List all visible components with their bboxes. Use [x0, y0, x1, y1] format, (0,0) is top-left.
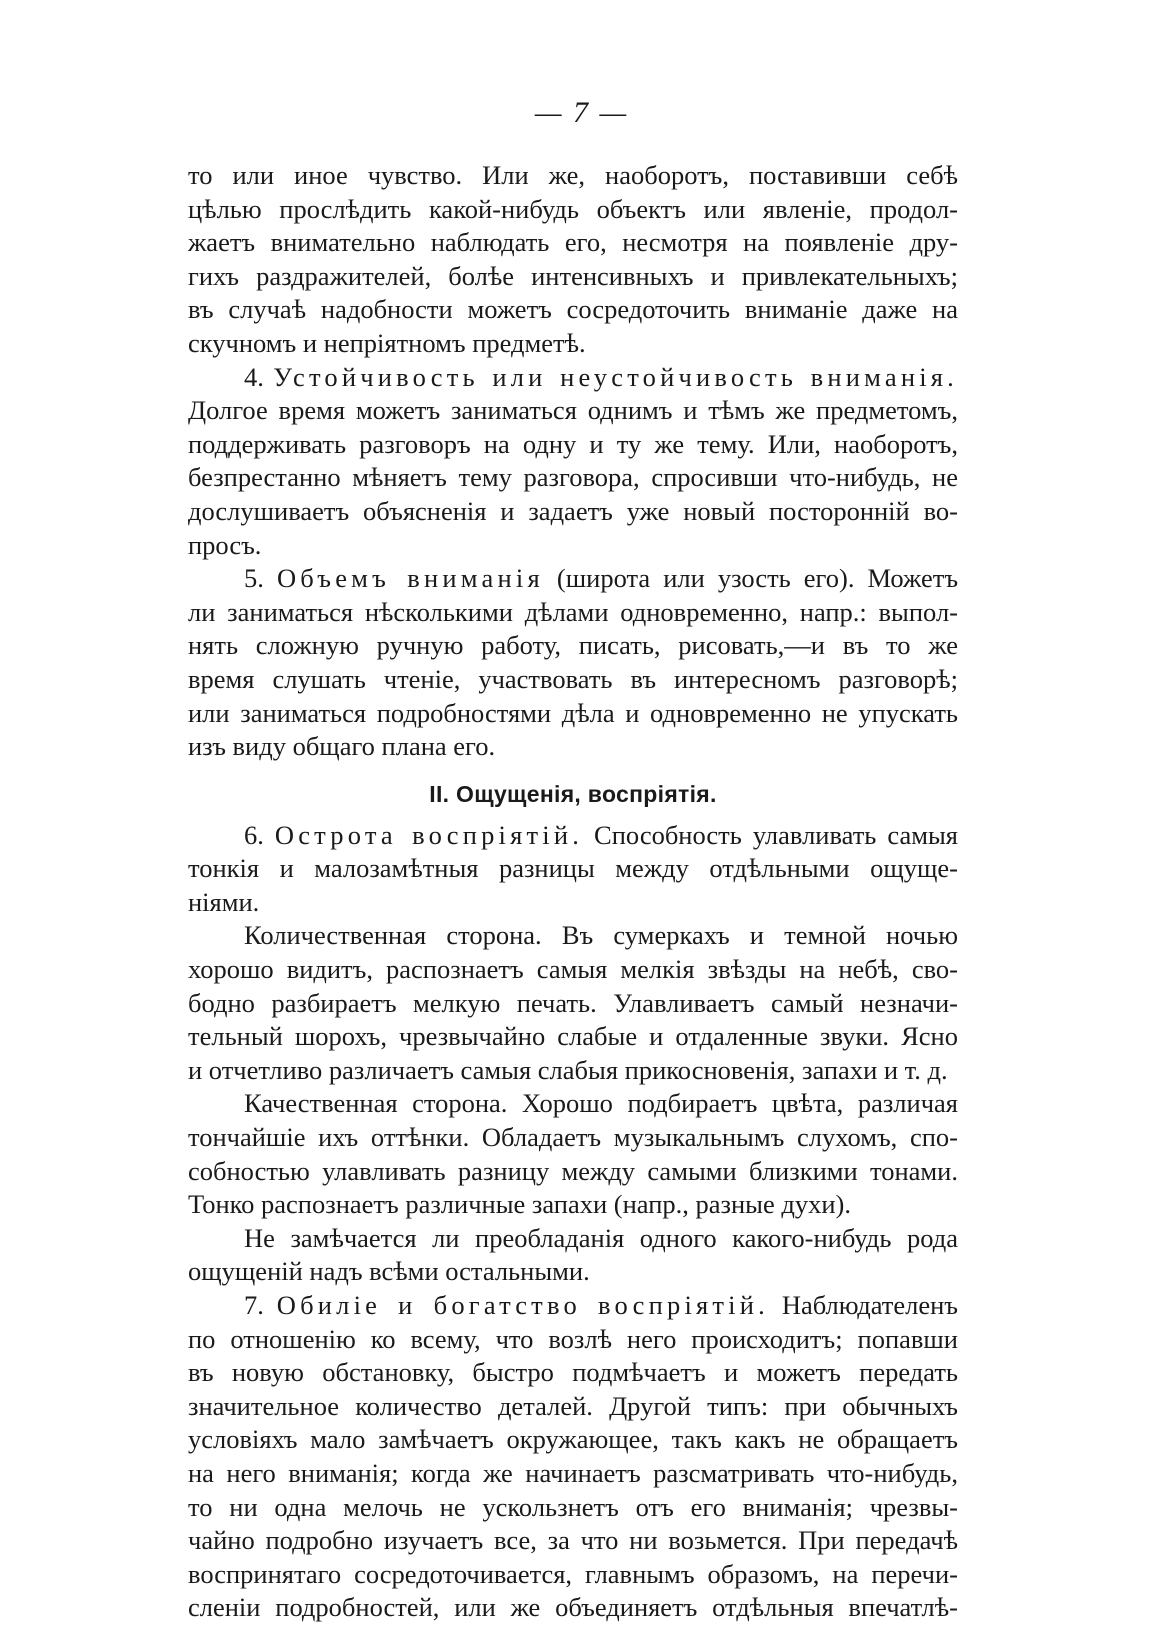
text-line: сленіи подробностей, или же объединяетъ отдѣльныя впечатлѣ- — [188, 1592, 958, 1623]
text-line: чайно подробно изучаетъ все, за что ни возьмется. При передачѣ — [188, 1525, 958, 1556]
text-line: безпрестанно мѣняетъ тему разговора, спросивши что-нибудь, не — [188, 462, 958, 493]
item-term: Острота воспріятій. — [274, 819, 584, 850]
text-line: тельный шорохъ, чрезвычайно слабые и отдаленные звуки. Ясно — [188, 1021, 958, 1052]
text-line: по отношенію ко всему, что возлѣ него происходитъ; попавши — [188, 1323, 958, 1354]
item-text: (широта или узость его). Можетъ — [556, 563, 959, 594]
text-line: на него вниманія; когда же начинаетъ разсматривать что-нибудь, — [188, 1457, 958, 1488]
text-line: то ни одна мелочь не ускользнетъ отъ его вниманія; чрезвы- — [188, 1491, 958, 1522]
text-line — [188, 819, 958, 853]
text-line: въ случаѣ надобности можетъ сосредоточить вниманіе даже на — [188, 294, 958, 325]
paragraph-quantitative — [188, 919, 958, 1087]
text-line: въ новую обстановку, быстро подмѣчаетъ и можетъ передать — [188, 1357, 958, 1388]
text-line — [188, 562, 958, 596]
item-number: 6. — [244, 819, 264, 850]
text-line: Качественная сторона. Хорошо подбираетъ цвѣта, различая — [244, 1088, 958, 1119]
text-line: время слушать чтеніе, участвовать въ интересномъ разговорѣ; — [188, 663, 958, 694]
text-line: Тонко распознаетъ различные запахи (напр., разные духи). — [188, 1189, 851, 1220]
page-number: — 7 — — [534, 96, 629, 129]
text-line: тончайшіе ихъ оттѣнки. Обладаетъ музыкальнымъ слухомъ, спо- — [188, 1122, 958, 1153]
item-term: Обиліе и богатство воспріятій. — [276, 1290, 769, 1320]
text-line: условіяхъ мало замѣчаетъ окружающее, такъ какъ не обращаетъ — [188, 1424, 958, 1455]
page-body — [188, 159, 958, 1625]
text-line: и отчетливо различаетъ самыя слабыя прикосновенія, запахи и т. д. — [188, 1054, 948, 1085]
text-line: ли заниматься нѣсколькими дѣлами одновременно, напр.: выпол- — [188, 596, 958, 627]
text-line: то или иное чувство. Или же, наоборотъ, поставивши себѣ — [188, 160, 958, 190]
paragraph-item-6 — [188, 819, 958, 920]
item-term: Объемъ вниманія — [276, 563, 544, 594]
text-line: скучномъ и непріятномъ предметѣ. — [188, 327, 586, 358]
paragraph-continuation — [188, 159, 958, 361]
text-line: ніями. — [188, 886, 260, 917]
paragraph-item-4 — [188, 361, 958, 563]
text-line: жаетъ внимательно наблюдать его, несмотря на появленіе дру- — [188, 227, 958, 258]
text-line: цѣлью прослѣдить какой-нибудь объектъ или явленіе, продол- — [188, 193, 958, 224]
text-line: Количественная сторона. Въ сумеркахъ и темной ночью — [244, 920, 958, 951]
text-line: нять сложную ручную работу, писать, рисовать,—и въ то же — [188, 630, 958, 661]
item-text: Способность улавливать самыя — [594, 819, 958, 850]
paragraph-item-5 — [188, 562, 958, 764]
text-line: бодно разбираетъ мелкую печать. Улавливаетъ самый незначи- — [188, 987, 958, 1018]
text-line: значительное количество деталей. Другой типъ: при обычныхъ — [188, 1390, 958, 1421]
text-line: Не замѣчается ли преобладанія одного какого-нибудь рода — [244, 1222, 958, 1253]
item-text: Наблюдателенъ — [781, 1290, 958, 1320]
text-line: изъ виду общаго плана его. — [188, 731, 496, 762]
text-line: собностью улавливать разницу между самыми близкими тонами. — [188, 1155, 958, 1186]
text-line: поддерживать разговоръ на одну и ту же тему. Или, наоборотъ, — [188, 428, 958, 459]
text-line: дослушиваетъ объясненія и задаетъ уже новый посторонній во- — [188, 495, 958, 526]
text-line: или заниматься подробностями дѣла и одновременно не упускать — [188, 697, 958, 728]
item-number: 7. — [244, 1290, 264, 1320]
section-heading: II. Ощущенія, воспріятія. — [429, 780, 717, 807]
text-line — [188, 1289, 958, 1323]
text-line: Долгое время можетъ заниматься однимъ и тѣмъ же предметомъ, — [188, 395, 958, 426]
paragraph-predominance — [188, 1222, 958, 1289]
item-number: 4. — [244, 361, 264, 392]
item-term: Устойчивость или неустойчивость вниманія. — [273, 361, 958, 392]
text-line: воспринятаго сосредоточивается, главнымъ образомъ, на перечи- — [188, 1558, 958, 1589]
text-line: тонкія и малозамѣтныя разницы между отдѣльными ощуще- — [188, 853, 958, 884]
paragraph-item-7 — [188, 1289, 958, 1625]
text-line: ощущеній надъ всѣми остальными. — [188, 1256, 590, 1287]
text-line: гихъ раздражителей, болѣе интенсивныхъ и привлекательныхъ; — [188, 260, 958, 291]
text-line — [188, 361, 958, 395]
paragraph-qualitative — [188, 1087, 958, 1221]
text-line: хорошо видитъ, распознаетъ самыя мелкія звѣзды на небѣ, сво- — [188, 954, 958, 985]
text-line: просъ. — [188, 529, 262, 560]
item-number: 5. — [244, 563, 264, 594]
